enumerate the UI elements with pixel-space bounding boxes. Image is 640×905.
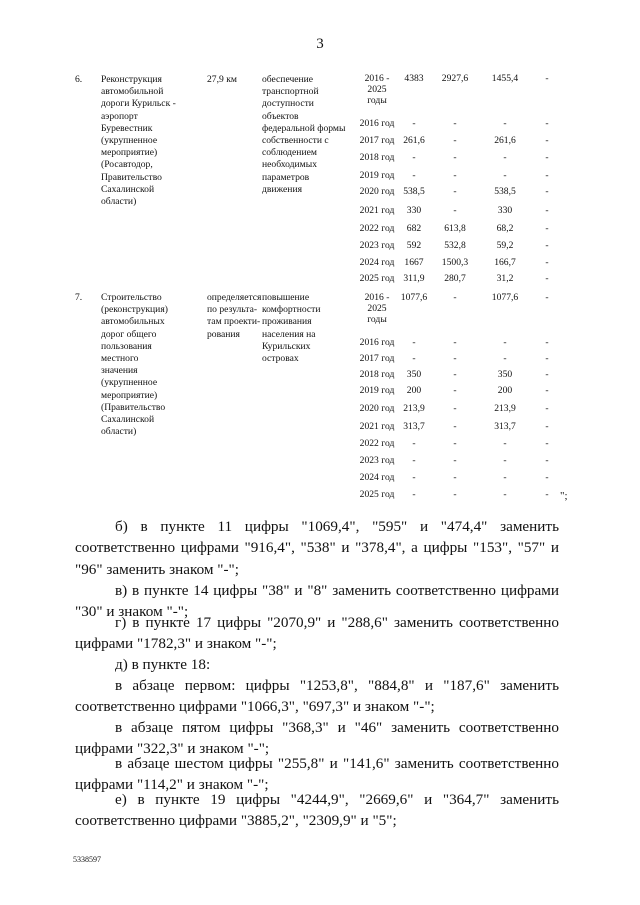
measure-name-line: (Росавтодор,: [101, 159, 153, 171]
value-regional: 330: [497, 205, 513, 216]
year-cell: [355, 421, 399, 432]
row-number: 6.: [75, 74, 83, 85]
measure-name-line: Строительство: [101, 292, 162, 303]
paragraph-d: д) в пункте 18:: [115, 656, 211, 673]
value-total: 4383: [404, 73, 424, 84]
value-regional: 200: [497, 385, 513, 396]
measure-name-line: (укрупненное: [101, 135, 158, 147]
measure-name-line: Правительство: [101, 171, 162, 183]
expected-result-line: обеспечение: [262, 74, 314, 85]
measure-name-line: (Правительство: [101, 401, 166, 413]
year-cell: [355, 135, 399, 146]
year-cell: [355, 369, 399, 380]
expected-result-line: необходимых: [262, 159, 317, 171]
value-regional: 350: [497, 369, 513, 380]
value-federal: -: [453, 292, 457, 303]
value-total: 1667: [404, 257, 424, 268]
value-regional: 31,2: [496, 273, 514, 284]
value-other: -: [545, 337, 549, 348]
value-regional: 313,7: [494, 421, 516, 432]
value-federal: -: [453, 337, 457, 348]
value-total: -: [412, 152, 416, 163]
value-regional: -: [503, 337, 507, 348]
value-federal: -: [453, 205, 457, 216]
value-total: 200: [406, 385, 422, 396]
year-cell: [355, 403, 399, 414]
value-regional: 68,2: [496, 223, 514, 234]
year-line: 2018 год: [359, 369, 395, 380]
measure-name-line: местного: [101, 353, 139, 365]
expected-result-line: параметров: [262, 171, 310, 183]
value-total: -: [412, 170, 416, 181]
year-line: 2016 год: [359, 337, 395, 348]
year-cell: [355, 273, 399, 284]
value-regional: 59,2: [496, 240, 514, 251]
year-cell: [355, 257, 399, 268]
value-federal: -: [453, 403, 457, 414]
value-other: -: [545, 455, 549, 466]
measure-name-line: Сахалинской: [101, 414, 155, 426]
year-cell: [355, 292, 399, 325]
year-cell: [355, 118, 399, 129]
value-federal: -: [453, 186, 457, 197]
value-regional: 1077,6: [491, 292, 519, 303]
measure-name-line: (реконструкция): [101, 304, 168, 316]
year-line: годы: [367, 314, 387, 325]
value-total: -: [412, 438, 416, 449]
expected-result-line: населения на: [262, 328, 316, 340]
year-cell: [355, 455, 399, 466]
year-line: 2021 год: [359, 421, 395, 432]
year-cell: [355, 186, 399, 197]
measure-name-line: дорог общего: [101, 328, 157, 340]
value-total: -: [412, 472, 416, 483]
year-cell: [355, 353, 399, 364]
capacity-line: там проекти-: [207, 316, 261, 328]
value-total: -: [412, 489, 416, 500]
value-regional: -: [503, 472, 507, 483]
year-line: 2024 год: [359, 257, 395, 268]
expected-result-line: повышение: [262, 292, 310, 303]
value-total: 330: [406, 205, 422, 216]
value-total: -: [412, 353, 416, 364]
value-other: -: [545, 403, 549, 414]
year-line: 2025 год: [359, 273, 395, 284]
expected-result-line: движения: [262, 183, 302, 195]
year-cell: [355, 489, 399, 500]
value-other: -: [545, 170, 549, 181]
value-other: -: [545, 135, 549, 146]
value-federal: -: [453, 489, 457, 500]
value-regional: -: [503, 455, 507, 466]
expected-result-line: проживания: [262, 316, 312, 328]
paragraph-b: б) в пункте 11 цифры "1069,4", "595" и "474,4" заменить соответственно цифрами "916,4", "538" и "378,4", а цифры "153", "57" и "96" заменить знаком "-";: [75, 518, 559, 578]
document-id: 5338597: [73, 855, 101, 864]
value-other: -: [545, 421, 549, 432]
value-other: -: [545, 73, 549, 84]
row-number: 7.: [75, 292, 83, 303]
year-line: 2025: [367, 303, 387, 314]
year-line: 2021 год: [359, 205, 395, 216]
value-federal: -: [453, 353, 457, 364]
value-regional: -: [503, 353, 507, 364]
value-federal: -: [453, 170, 457, 181]
value-federal: 280,7: [444, 273, 466, 284]
value-federal: -: [453, 135, 457, 146]
capacity: [207, 292, 261, 341]
year-line: 2025 год: [359, 489, 395, 500]
year-cell: [355, 385, 399, 396]
expected-result: [262, 74, 345, 196]
value-total: 213,9: [403, 403, 425, 414]
year-line: 2024 год: [359, 472, 395, 483]
capacity-line: по результа-: [207, 304, 258, 316]
expected-result-line: доступности: [262, 98, 314, 110]
year-line: 2025: [367, 84, 387, 95]
expected-result-line: комфортности: [262, 304, 321, 316]
value-federal: -: [453, 118, 457, 129]
value-total: -: [412, 455, 416, 466]
year-line: годы: [367, 95, 387, 106]
measure-name-line: пользования: [101, 340, 152, 352]
value-federal: 613,8: [444, 223, 466, 234]
year-line: 2017 год: [359, 353, 395, 364]
measure-name-line: Сахалинской: [101, 183, 155, 195]
measure-name-line: области): [101, 196, 137, 208]
value-federal: 532,8: [444, 240, 466, 251]
value-total: 682: [406, 223, 422, 234]
paragraph-d-6: в абзаце шестом цифры "255,8" и "141,6" заменить соответственно цифрами "114,2" и знаком "-";: [75, 755, 559, 794]
year-cell: [355, 73, 399, 106]
value-total: -: [412, 337, 416, 348]
value-other: -: [545, 273, 549, 284]
measure-name-line: Реконструкция: [101, 74, 162, 85]
value-total: 350: [406, 369, 422, 380]
value-regional: -: [503, 489, 507, 500]
value-federal: 2927,6: [441, 73, 469, 84]
year-line: 2022 год: [359, 438, 395, 449]
year-cell: [355, 337, 399, 348]
year-line: 2016 -: [364, 292, 390, 303]
value-other: -: [545, 118, 549, 129]
measure-name-line: Буревестник: [101, 122, 153, 134]
year-line: 2017 год: [359, 135, 395, 146]
capacity-line: 27,9 км: [207, 74, 237, 85]
capacity: [207, 74, 237, 86]
year-cell: [355, 205, 399, 216]
value-other: -: [545, 223, 549, 234]
measure-name-line: дороги Курильск -: [101, 98, 176, 110]
year-line: 2018 год: [359, 152, 395, 163]
year-line: 2019 год: [359, 170, 395, 181]
value-total: 1077,6: [400, 292, 428, 303]
year-cell: [355, 438, 399, 449]
value-other: -: [545, 489, 549, 500]
value-federal: -: [453, 472, 457, 483]
capacity-line: определяется: [207, 292, 262, 303]
capacity-line: рования: [207, 328, 240, 340]
value-other: -: [545, 292, 549, 303]
expected-result-line: островах: [262, 353, 299, 365]
expected-result-line: соблюдением: [262, 147, 317, 159]
year-line: 2019 год: [359, 385, 395, 396]
value-federal: -: [453, 152, 457, 163]
value-federal: -: [453, 438, 457, 449]
measure-name-line: аэропорт: [101, 110, 138, 122]
year-line: 2016 -: [364, 73, 390, 84]
measure-name: [101, 292, 168, 438]
value-regional: 1455,4: [491, 73, 519, 84]
year-cell: [355, 223, 399, 234]
value-other: -: [545, 353, 549, 364]
value-other: -: [545, 240, 549, 251]
measure-name-line: мероприятие): [101, 147, 158, 159]
value-total: 538,5: [403, 186, 425, 197]
measure-name-line: (укрупненное: [101, 377, 158, 389]
value-federal: -: [453, 455, 457, 466]
measure-name-line: значения: [101, 365, 138, 377]
value-regional: -: [503, 438, 507, 449]
value-other: -: [545, 438, 549, 449]
value-regional: 166,7: [494, 257, 516, 268]
paragraph-v: в) в пункте 14 цифры "38" и "8" заменить соответственно цифрами "30" и знаком "-";: [75, 582, 559, 621]
value-total: 261,6: [403, 135, 425, 146]
value-other: -: [545, 257, 549, 268]
closing-mark: ";: [560, 490, 568, 502]
year-line: 2023 год: [359, 240, 395, 251]
page-number: 3: [316, 36, 324, 52]
value-other: -: [545, 472, 549, 483]
value-total: 592: [406, 240, 422, 251]
paragraph-d-1: в абзаце первом: цифры "1253,8", "884,8" и "187,6" заменить соответственно цифрами "1066,3", "697,3" и знаком "-";: [75, 677, 559, 716]
year-line: 2020 год: [359, 186, 395, 197]
paragraph-e: е) в пункте 19 цифры "4244,9", "2669,6" и "364,7" заменить соответственно цифрами "3885,2", "2309,9" и "5";: [75, 791, 559, 830]
value-total: -: [412, 118, 416, 129]
value-other: -: [545, 152, 549, 163]
value-total: 313,7: [403, 421, 425, 432]
value-regional: 261,6: [494, 135, 516, 146]
value-regional: 538,5: [494, 186, 516, 197]
measure-name-line: автомобильных: [101, 316, 165, 328]
value-total: 311,9: [403, 273, 425, 284]
value-federal: -: [453, 385, 457, 396]
expected-result-line: Курильских: [262, 340, 311, 352]
year-line: 2023 год: [359, 455, 395, 466]
year-line: 2020 год: [359, 403, 395, 414]
expected-result-line: объектов: [262, 110, 299, 122]
value-federal: -: [453, 421, 457, 432]
year-line: 2016 год: [359, 118, 395, 129]
value-regional: -: [503, 170, 507, 181]
year-cell: [355, 152, 399, 163]
measure-name-line: мероприятие): [101, 389, 158, 401]
measure-name: [101, 74, 176, 208]
expected-result-line: транспортной: [262, 86, 319, 98]
value-other: -: [545, 186, 549, 197]
expected-result: [262, 292, 321, 365]
value-federal: 1500,3: [441, 257, 469, 268]
paragraph-d-5: в абзаце пятом цифры "368,3" и "46" заменить соответственно цифрами "322,3" и знаком "-";: [75, 719, 559, 758]
value-other: -: [545, 205, 549, 216]
year-cell: [355, 240, 399, 251]
year-line: 2022 год: [359, 223, 395, 234]
measure-name-line: автомобильной: [101, 86, 164, 98]
expected-result-line: собственности с: [262, 135, 329, 147]
value-regional: 213,9: [494, 403, 516, 414]
year-cell: [355, 170, 399, 181]
value-regional: -: [503, 118, 507, 129]
year-cell: [355, 472, 399, 483]
value-other: -: [545, 369, 549, 380]
value-federal: -: [453, 369, 457, 380]
value-other: -: [545, 385, 549, 396]
value-regional: -: [503, 152, 507, 163]
expected-result-line: федеральной формы: [262, 122, 346, 134]
paragraph-g: г) в пункте 17 цифры "2070,9" и "288,6" заменить соответственно цифрами "1782,3" и знаком "-";: [75, 614, 559, 653]
measure-name-line: области): [101, 426, 137, 438]
